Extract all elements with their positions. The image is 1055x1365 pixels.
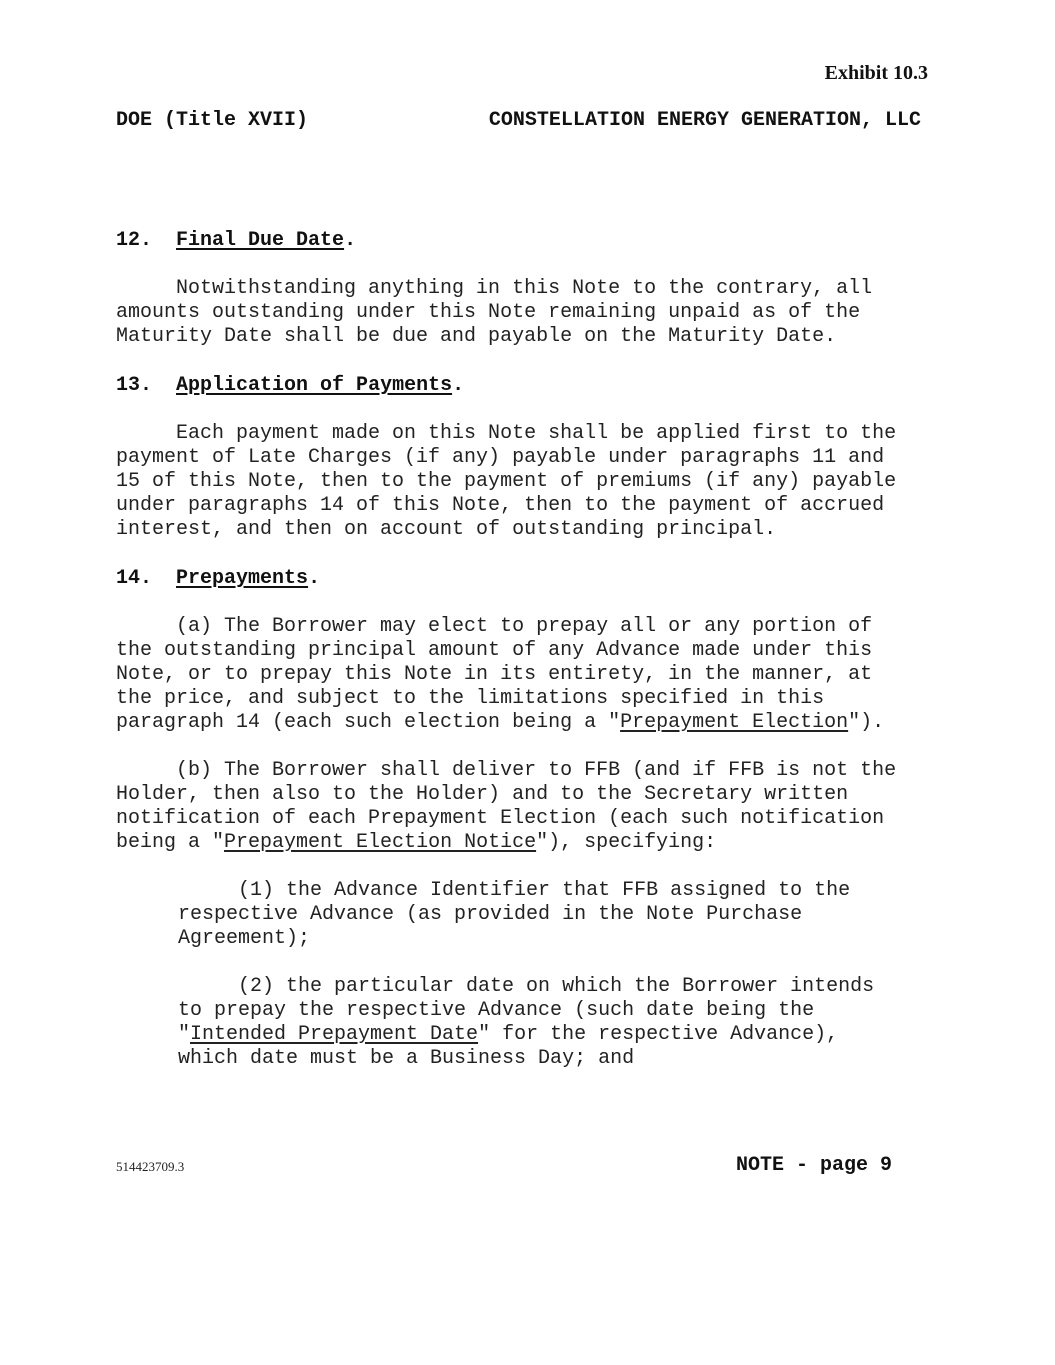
text-run: "), specifying: <box>536 831 717 854</box>
section-title: Prepayments <box>176 567 309 590</box>
paragraph-line <box>178 1023 936 1047</box>
paragraph-line: the price, and subject to the limitations specified in this <box>116 687 825 710</box>
text-run: paragraph 14 (each such election being a " <box>116 711 621 734</box>
paragraph-line: Each payment made on this Note shall be applied first to the <box>116 422 897 445</box>
section-heading: 12. Final Due Date. <box>116 229 357 252</box>
page-label: NOTE - page 9 <box>736 1154 893 1177</box>
section-title: Final Due Date <box>176 229 345 252</box>
paragraph-line: (b) The Borrower shall deliver to FFB (and if FFB is not the <box>116 759 897 782</box>
paragraph-line: Notwithstanding anything in this Note to the contrary, all <box>116 277 873 300</box>
paragraph-line <box>116 711 936 735</box>
text-run: " <box>178 1023 191 1046</box>
section-12 <box>116 229 936 349</box>
paragraph-line: (2) the particular date on which the Borrower intends <box>178 975 875 998</box>
section-number: 14. <box>116 567 153 590</box>
list-item-1 <box>116 879 936 951</box>
section-heading: 14. Prepayments. <box>116 567 321 590</box>
text-run: " for the respective Advance), <box>478 1023 839 1046</box>
paragraph-line: payment of Late Charges (if any) payable under paragraphs 11 and <box>116 446 885 469</box>
defined-term: Prepayment Election Notice <box>224 831 537 854</box>
paragraph-line: to prepay the respective Advance (such date being the <box>178 999 815 1022</box>
paragraph-line: which date must be a Business Day; and <box>178 1047 635 1070</box>
defined-term: Prepayment Election <box>620 711 849 734</box>
paragraph-line: (a) The Borrower may elect to prepay all or any portion of <box>116 615 873 638</box>
text-run: being a " <box>116 831 225 854</box>
document-id: 514423709.3 <box>116 1159 185 1174</box>
header-right: CONSTELLATION ENERGY GENERATION, LLC <box>488 109 921 132</box>
section-title: Application of Payments <box>176 374 453 397</box>
section-13 <box>116 374 936 542</box>
paragraph-line: Note, or to prepay this Note in its entirety, in the manner, at <box>116 663 873 686</box>
paragraph-line: under paragraphs 14 of this Note, then to the payment of accrued <box>116 494 885 517</box>
section-number: 13. <box>116 374 153 397</box>
paragraph-line: 15 of this Note, then to the payment of premiums (if any) payable <box>116 470 897 493</box>
paragraph-line <box>116 831 936 855</box>
paragraph-line: Agreement); <box>178 927 311 950</box>
paragraph-line: the outstanding principal amount of any Advance made under this <box>116 639 873 662</box>
header-left: DOE (Title XVII) <box>116 109 309 132</box>
paragraph-line: Maturity Date shall be due and payable on the Maturity Date. <box>116 325 837 348</box>
paragraph-line: amounts outstanding under this Note remaining unpaid as of the <box>116 301 861 324</box>
section-heading: 13. Application of Payments. <box>116 374 465 397</box>
section-number: 12. <box>116 229 153 252</box>
list-item-2 <box>116 975 936 1071</box>
paragraph-line: interest, and then on account of outstanding principal. <box>116 518 777 541</box>
defined-term: Intended Prepayment Date <box>190 1023 479 1046</box>
paragraph-line: (1) the Advance Identifier that FFB assigned to the <box>178 879 851 902</box>
exhibit-label: Exhibit 10.3 <box>824 62 928 84</box>
paragraph-line: notification of each Prepayment Election (each such notification <box>116 807 885 830</box>
text-run: "). <box>848 711 885 734</box>
paragraph-line: Holder, then also to the Holder) and to the Secretary written <box>116 783 849 806</box>
section-14 <box>116 567 936 1071</box>
paragraph-line: respective Advance (as provided in the Note Purchase <box>178 903 803 926</box>
